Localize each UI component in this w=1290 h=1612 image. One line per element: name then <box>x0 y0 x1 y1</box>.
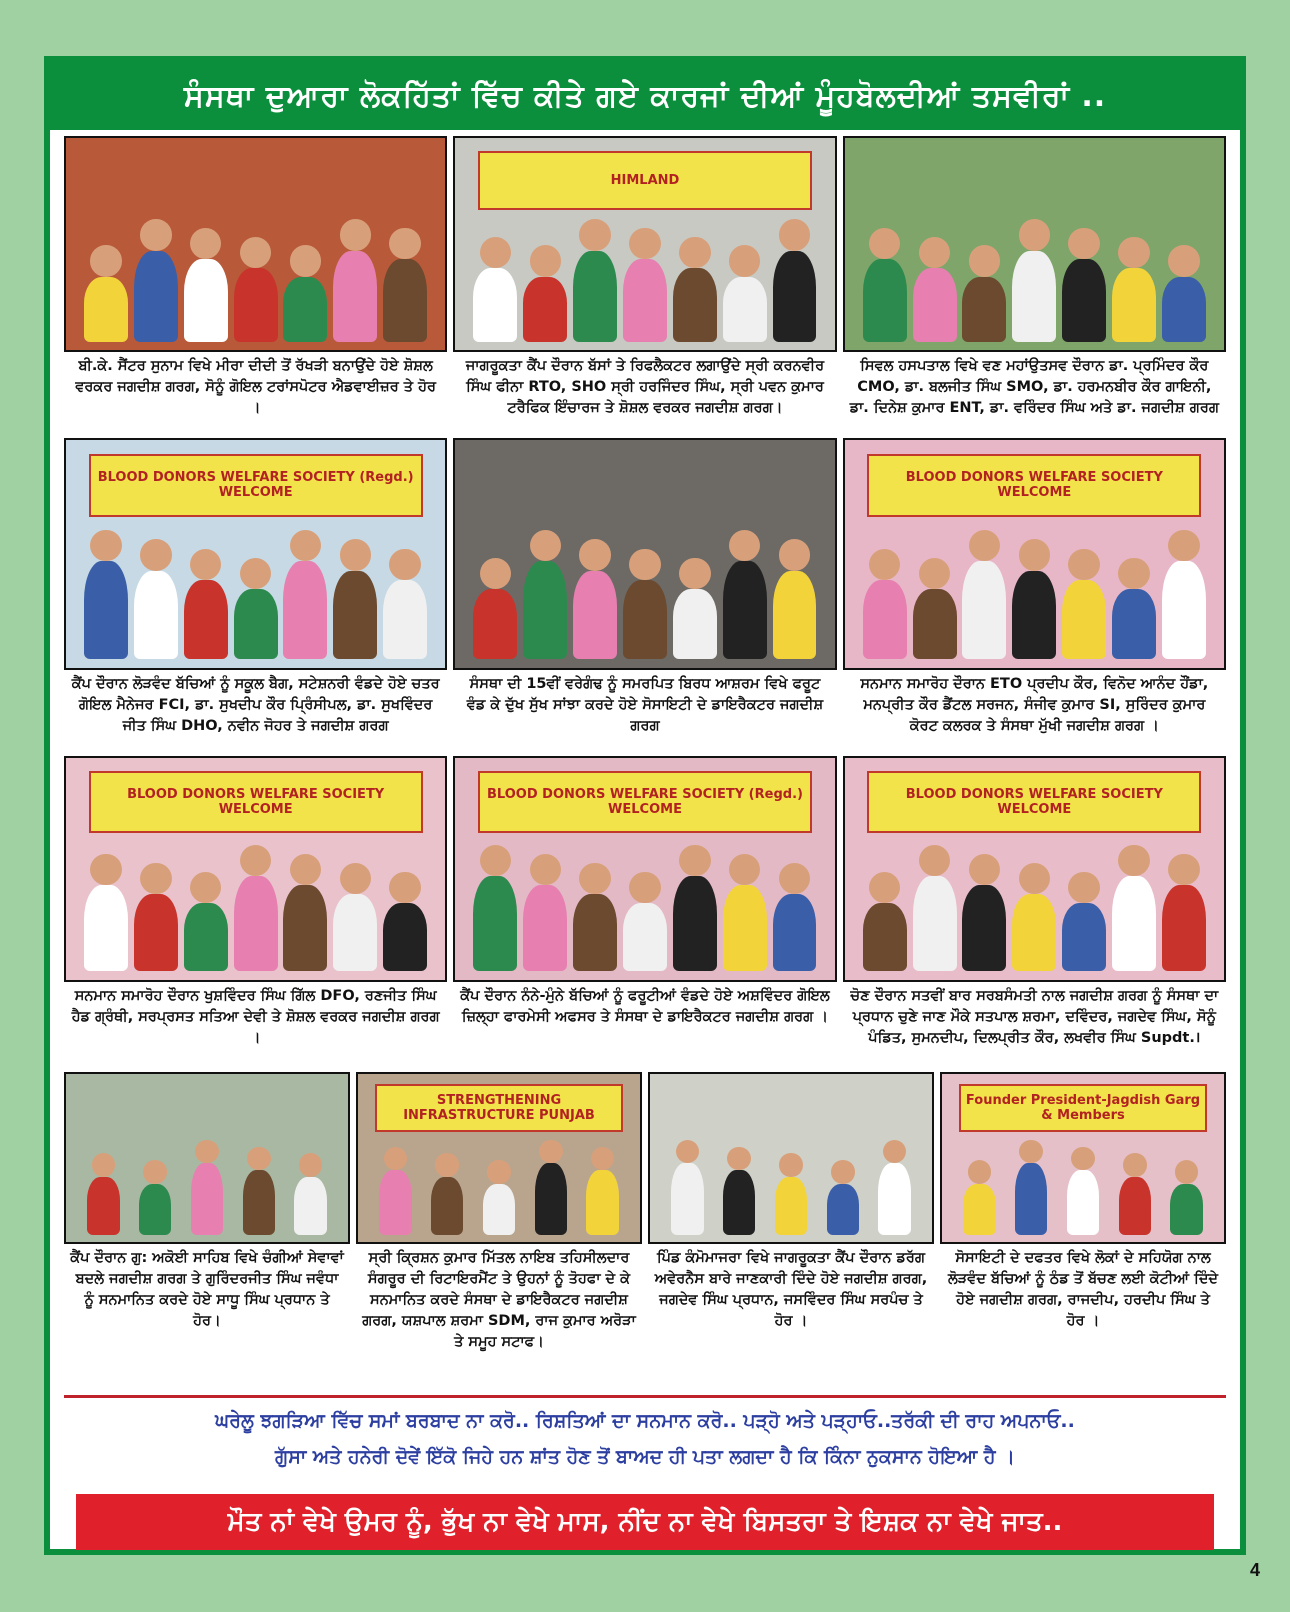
photo-caption: ਪਿੰਡ ਕੰਮੋਮਾਜਰਾ ਵਿਖੇ ਜਾਗਰੂਕਤਾ ਕੈਂਪ ਦੌਰਾਨ ਡਰੱਗ ਅਵੇਰਨੈਸ ਬਾਰੇ ਜਾਣਕਾਰੀ ਦਿੰਦੇ ਹੋਏ ਜਗਦੀਸ਼ ਗਰਗ, ਜਗਦੇਵ ਸਿੰਘ ਪ੍ਰਧਾਨ, ਜਸਵਿੰਦਰ ਸਿੰਘ ਸਰਪੰਚ ਤੇ ਹੋਰ । <box>654 1250 928 1329</box>
person-figure <box>1168 854 1199 971</box>
photo-card <box>64 136 447 426</box>
person-figure <box>729 854 760 971</box>
person-figure <box>195 1140 218 1236</box>
person-figure <box>969 530 1000 659</box>
event-photo <box>64 438 447 670</box>
photo-caption: ਸਨਮਾਨ ਸਮਾਰੋਹ ਦੌਰਾਨ ETO ਪ੍ਰਦੀਪ ਕੌਰ, ਵਿਨੋਦ ਆਨੰਦ ਹੌਂਡਾ, ਮਨਪ੍ਰੀਤ ਕੌਰ ਡੈਂਟਲ ਸਰਜਨ, ਸੰਜੀਵ ਕੁਮਾਰ SI, ਸੁਰਿੰਦਰ ਕੁਮਾਰ ਕੋਰਟ ਕਲਰਕ ਤੇ ਸੰਸਥਾ ਮੁੱਖੀ ਜਗਦੀਸ਼ ਗਰਗ । <box>860 676 1209 734</box>
person-figure <box>679 845 710 971</box>
photo-people <box>860 534 1209 659</box>
person-figure <box>831 1160 854 1235</box>
photo-people <box>81 225 430 342</box>
photo-people <box>860 225 1209 342</box>
person-figure <box>579 219 610 341</box>
person-figure <box>779 539 810 659</box>
person-figure <box>1118 558 1149 659</box>
person-figure <box>969 854 1000 971</box>
person-figure <box>487 1160 510 1235</box>
photo-card <box>453 756 836 1058</box>
person-figure <box>143 1160 166 1235</box>
photo-card <box>64 756 447 1058</box>
photo-people <box>471 225 820 342</box>
person-figure <box>679 558 710 659</box>
person-figure <box>729 245 760 341</box>
photo-banner-text: BLOOD DONORS WELFARE SOCIETY (Regd.) WELCOME <box>478 771 812 833</box>
photo-banner-text: Founder President-Jagdish Garg & Members <box>959 1084 1207 1132</box>
photo-caption: ਕੈਂਪ ਦੌਰਾਨ ਨੰਨੇ-ਮੁੰਨੇ ਬੱਚਿਆਂ ਨੂੰ ਫਰੂਟੀਆਂ ਵੰਡਦੇ ਹੋਏ ਅਸ਼ਵਿੰਦਰ ਗੋਇਲ ਜ਼ਿਲ੍ਹਾ ਫਾਰਮੇਸੀ ਅਫਸਰ ਤੇ ਸੰਸਥਾ ਦੇ ਡਾਇਰੈਕਟਰ ਜਗਦੀਸ਼ ਗਰਗ । <box>460 988 830 1025</box>
person-figure <box>1123 1153 1146 1235</box>
event-photo <box>453 136 836 352</box>
person-figure <box>919 237 950 342</box>
photo-row-4 <box>64 1072 1226 1350</box>
event-photo <box>843 438 1226 670</box>
person-figure <box>480 558 511 659</box>
photo-row-1 <box>64 136 1226 426</box>
person-figure <box>1019 1140 1042 1236</box>
person-figure <box>968 1160 991 1235</box>
person-figure <box>384 1147 407 1236</box>
person-figure <box>340 539 371 659</box>
person-figure <box>539 1140 562 1236</box>
event-photo <box>64 756 447 982</box>
page-title: ਸੰਸਥਾ ਦੁਆਰਾ ਲੋਕਹਿੱਤਾਂ ਵਿੱਚ ਕੀਤੇ ਗਏ ਕਾਰਜਾਂ ਦੀਆਂ ਮੂੰਹਬੋਲਦੀਆਂ ਤਸਵੀਰਾਂ .. <box>50 62 1240 130</box>
person-figure <box>190 228 221 341</box>
photo-caption: ਸਨਮਾਨ ਸਮਾਰੋਹ ਦੌਰਾਨ ਖੁਸ਼ਵਿੰਦਰ ਸਿੰਘ ਗਿੱਲ DFO, ਰਣਜੀਤ ਸਿੰਘ ਹੈਡ ਗ੍ਰੰਥੀ, ਸਰਪ੍ਰਸਤ ਸਤਿਆ ਦੇਵੀ ਤੇ ਸ਼ੋਸ਼ਲ ਵਰਕਰ ਜਗਦੀਸ਼ ਗਰਗ । <box>71 988 440 1046</box>
photo-caption: ਸੰਸਥਾ ਦੀ 15ਵੀਂ ਵਰੇਗੰਢ ਨੂੰ ਸਮਰਪਿਤ ਬਿਰਧ ਆਸ਼ਰਮ ਵਿਖੇ ਫਰੂਟ ਵੰਡ ਕੇ ਦੁੱਖ ਸੁੱਖ ਸਾਂਝਾ ਕਰਦੇ ਹੋਏ ਸੋਸਾਇਟੀ ਦੇ ਡਾਇਰੈਕਟਰ ਜਗਦੀਸ਼ ਗਰਗ <box>466 676 824 734</box>
person-figure <box>919 558 950 659</box>
person-figure <box>190 872 221 971</box>
photo-banner-text: BLOOD DONORS WELFARE SOCIETY (Regd.) WELCOME <box>89 454 423 517</box>
photo-people <box>471 849 820 971</box>
person-figure <box>480 845 511 971</box>
event-photo <box>648 1072 934 1244</box>
event-photo <box>64 136 447 352</box>
person-figure <box>919 845 950 971</box>
footer-banner: ਮੌਤ ਨਾਂ ਵੇਖੇ ਉਮਰ ਨੂੰ, ਭੁੱਖ ਨਾ ਵੇਖੇ ਮਾਸ, ਨੀਂਦ ਨਾ ਵੇਖੇ ਬਿਸਤਰਾ ਤੇ ਇਸ਼ਕ ਨਾ ਵੇਖੇ ਜਾਤ.. <box>76 1494 1214 1550</box>
photo-banner-text: BLOOD DONORS WELFARE SOCIETY WELCOME <box>867 454 1201 517</box>
person-figure <box>190 549 221 659</box>
person-figure <box>1118 237 1149 342</box>
person-figure <box>579 863 610 971</box>
person-figure <box>140 863 171 971</box>
person-figure <box>779 863 810 971</box>
person-figure <box>1068 872 1099 971</box>
photo-banner-text: BLOOD DONORS WELFARE SOCIETY WELCOME <box>89 771 423 833</box>
page-number: 4 <box>1249 1560 1260 1580</box>
event-photo <box>64 1072 350 1244</box>
photo-card <box>64 438 447 744</box>
photo-card <box>843 438 1226 744</box>
person-figure <box>290 245 321 341</box>
event-photo <box>843 756 1226 982</box>
event-photo <box>843 136 1226 352</box>
section-divider <box>64 1395 1226 1398</box>
photo-caption: ਬੀ.ਕੇ. ਸੈਂਟਰ ਸੁਨਾਮ ਵਿਖੇ ਮੀਰਾ ਦੀਦੀ ਤੋਂ ਰੱਖੜੀ ਬਨਾਉਂਦੇ ਹੋਏ ਸ਼ੋਸ਼ਲ ਵਰਕਰ ਜਗਦੀਸ਼ ਗਰਗ, ਸੋਨੂੰ ਗੋਇਲ ਟਰਾਂਸਪੋਟਰ ਐਡਵਾਈਜ਼ਰ ਤੇ ਹੋਰ । <box>75 358 436 416</box>
person-figure <box>729 530 760 659</box>
person-figure <box>90 530 121 659</box>
photo-card <box>648 1072 934 1344</box>
photo-card <box>843 136 1226 426</box>
person-figure <box>340 863 371 971</box>
person-figure <box>389 228 420 341</box>
person-figure <box>969 245 1000 341</box>
person-figure <box>247 1147 270 1236</box>
photo-people <box>369 1143 628 1235</box>
person-figure <box>240 237 271 342</box>
event-photo <box>453 756 836 982</box>
photo-card <box>843 756 1226 1058</box>
person-figure <box>1168 245 1199 341</box>
person-figure <box>290 530 321 659</box>
person-figure <box>1068 228 1099 341</box>
person-figure <box>92 1153 115 1235</box>
person-figure <box>779 219 810 341</box>
photo-people <box>860 849 1209 971</box>
photo-caption: ਕੈਂਪ ਦੌਰਾਨ ਗੁ: ਅਕੋਈ ਸਾਹਿਬ ਵਿਖੇ ਚੰਗੀਆਂ ਸੇਵਾਵਾਂ ਬਦਲੇ ਜਗਦੀਸ਼ ਗਰਗ ਤੇ ਗੁਰਿੰਦਰਜੀਤ ਸਿੰਘ ਜਵੰਧਾ ਨੂੰ ਸਨਮਾਨਿਤ ਕਰਦੇ ਹੋਏ ਸਾਧੂ ਸਿੰਘ ਪ੍ਰਧਾਨ ਤੇ ਹੋਰ। <box>70 1250 344 1329</box>
person-figure <box>676 1140 699 1236</box>
photo-card <box>356 1072 642 1350</box>
person-figure <box>290 854 321 971</box>
photo-caption: ਚੋਣ ਦੌਰਾਨ ਸਤਵੀਂ ਬਾਰ ਸਰਬਸੰਮਤੀ ਨਾਲ ਜਗਦੀਸ਼ ਗਰਗ ਨੂੰ ਸੰਸਥਾ ਦਾ ਪ੍ਰਧਾਨ ਚੁਣੇ ਜਾਣ ਮੌਕੇ ਸਤਪਾਲ ਸ਼ਰਮਾ, ਦਵਿੰਦਰ, ਜਗਦੇਵ ਸਿੰਘ, ਸੋਨੂੰ ਪੰਡਿਤ, ਸੁਮਨਦੀਪ, ਦਿਲਪ੍ਰੀਤ ਕੌਰ, ਲਖਵੀਰ ਸਿੰਘ Supdt.। <box>850 988 1219 1046</box>
photo-people <box>953 1143 1212 1235</box>
photo-card <box>453 136 836 426</box>
photo-people <box>81 534 430 659</box>
photo-card <box>453 438 836 744</box>
person-figure <box>480 237 511 342</box>
photo-people <box>661 1143 920 1235</box>
person-figure <box>629 549 660 659</box>
person-figure <box>530 530 561 659</box>
person-figure <box>530 245 561 341</box>
person-figure <box>1118 845 1149 971</box>
person-figure <box>869 872 900 971</box>
person-figure <box>629 228 660 341</box>
page-frame <box>44 56 1246 1555</box>
person-figure <box>1168 530 1199 659</box>
person-figure <box>90 245 121 341</box>
photo-card <box>64 1072 350 1344</box>
person-figure <box>883 1140 906 1236</box>
person-figure <box>240 845 271 971</box>
event-photo <box>940 1072 1226 1244</box>
person-figure <box>1071 1147 1094 1236</box>
person-figure <box>389 549 420 659</box>
person-figure <box>579 539 610 659</box>
person-figure <box>869 549 900 659</box>
event-photo <box>453 438 836 670</box>
person-figure <box>1068 549 1099 659</box>
event-photo <box>356 1072 642 1244</box>
person-figure <box>140 539 171 659</box>
photo-row-2 <box>64 438 1226 744</box>
photo-banner-text: BLOOD DONORS WELFARE SOCIETY WELCOME <box>867 771 1201 833</box>
photo-people <box>77 1143 336 1235</box>
person-figure <box>340 219 371 341</box>
person-figure <box>869 228 900 341</box>
person-figure <box>435 1153 458 1235</box>
photo-caption: ਕੈਂਪ ਦੌਰਾਨ ਲੋੜਵੰਦ ਬੱਚਿਆਂ ਨੂੰ ਸਕੂਲ ਬੈਗ, ਸਟੇਸ਼ਨਰੀ ਵੰਡਦੇ ਹੋਏ ਚਤਰ ਗੋਇਲ ਮੈਨੇਜਰ FCI, ਡਾ. ਸੁਖਦੀਪ ਕੌਰ ਪ੍ਰਿੰਸੀਪਲ, ਡਾ. ਸੁਖਵਿੰਦਰ ਜੀਤ ਸਿੰਘ DHO, ਨਵੀਨ ਜੋਹਰ ਤੇ ਜਗਦੀਸ਼ ਗਰਗ <box>71 676 440 734</box>
photo-caption: ਸਿਵਲ ਹਸਪਤਾਲ ਵਿਖੇ ਵਣ ਮਹਾਂਉਤਸਵ ਦੌਰਾਨ ਡਾ. ਪ੍ਰਮਿੰਦਰ ਕੌਰ CMO, ਡਾ. ਬਲਜੀਤ ਸਿੰਘ SMO, ਡਾ. ਹਰਮਨਬੀਰ ਕੌਰ ਗਾਇਨੀ, ਡਾ. ਦਿਨੇਸ਼ ਕੁਮਾਰ ENT, ਡਾ. ਵਰਿੰਦਰ ਸਿੰਘ ਅਤੇ ਡਾ. ਜਗਦੀਸ਼ ਗਰਗ <box>849 358 1219 416</box>
person-figure <box>1175 1160 1198 1235</box>
photo-caption: ਜਾਗਰੂਕਤਾ ਕੈਂਪ ਦੌਰਾਨ ਬੱਸਾਂ ਤੇ ਰਿਫਲੈਕਟਰ ਲਗਾਉਂਦੇ ਸ੍ਰੀ ਕਰਨਵੀਰ ਸਿੰਘ ਫੀਨਾ RTO, SHO ਸ੍ਰੀ ਹਰਜਿੰਦਰ ਸਿੰਘ, ਸ੍ਰੀ ਪਵਨ ਕੁਮਾਰ ਟਰੈਫਿਕ ਇੰਚਾਰਜ ਤੇ ਸ਼ੋਸ਼ਲ ਵਰਕਰ ਜਗਦੀਸ਼ ਗਰਗ। <box>465 358 825 416</box>
person-figure <box>530 854 561 971</box>
photo-people <box>471 534 820 659</box>
photo-banner-text: STRENGTHENING INFRASTRUCTURE PUNJAB <box>375 1084 623 1132</box>
person-figure <box>240 558 271 659</box>
photo-caption: ਸੋਸਾਇਟੀ ਦੇ ਦਫਤਰ ਵਿਖੇ ਲੋਕਾਂ ਦੇ ਸਹਿਯੋਗ ਨਾਲ ਲੋੜਵੰਦ ਬੱਚਿਆਂ ਨੂੰ ਠੰਡ ਤੋਂ ਬੱਚਣ ਲਈ ਕੋਟੀਆਂ ਦਿੰਦੇ ਹੋਏ ਜਗਦੀਸ਼ ਗਰਗ, ਰਾਜਦੀਪ, ਹਰਦੀਪ ਸਿੰਘ ਤੇ ਹੋਰ । <box>947 1250 1219 1329</box>
person-figure <box>591 1147 614 1236</box>
person-figure <box>140 219 171 341</box>
photo-banner-text: HIMLAND <box>478 151 812 210</box>
person-figure <box>727 1147 750 1236</box>
slogan-line-1: ਘਰੇਲੂ ਝਗੜਿਆ ਵਿੱਚ ਸਮਾਂ ਬਰਬਾਦ ਨਾ ਕਰੋ.. ਰਿਸ਼ਤਿਆਂ ਦਾ ਸਨਮਾਨ ਕਰੋ.. ਪੜ੍ਹੋ ਅਤੇ ਪੜ੍ਹਾਓ..ਤਰੱਕੀ ਦੀ ਰਾਹ ਅਪਨਾਓ.. <box>215 1410 1075 1432</box>
photo-people <box>81 849 430 971</box>
person-figure <box>629 872 660 971</box>
photo-caption: ਸ੍ਰੀ ਕ੍ਰਿਸ਼ਨ ਕੁਮਾਰ ਮਿੱਤਲ ਨਾਇਬ ਤਹਿਸੀਲਦਾਰ ਸੰਗਰੂਰ ਦੀ ਰਿਟਾਇਰਮੈਂਟ ਤੇ ਉਹਨਾਂ ਨੂੰ ਤੋਹਫਾ ਦੇ ਕੇ ਸਨਮਾਨਿਤ ਕਰਦੇ ਸੰਸਥਾ ਦੇ ਡਾਇਰੈਕਟਰ ਜਗਦੀਸ਼ ਗਰਗ, ਯਸ਼ਪਾਲ ਸ਼ਰਮਾ SDM, ਰਾਜ ਕੁਮਾਰ ਅਰੋੜਾ ਤੇ ਸਮੂਹ ਸਟਾਫ। <box>362 1250 636 1350</box>
person-figure <box>1019 219 1050 341</box>
person-figure <box>679 237 710 342</box>
person-figure <box>779 1153 802 1235</box>
photo-card <box>940 1072 1226 1344</box>
person-figure <box>389 872 420 971</box>
person-figure <box>299 1153 322 1235</box>
slogan-line-2: ਗੁੱਸਾ ਅਤੇ ਹਨੇਰੀ ਦੋਵੇਂ ਇੱਕੋ ਜਿਹੇ ਹਨ ਸ਼ਾਂਤ ਹੋਣ ਤੋਂ ਬਾਅਦ ਹੀ ਪਤਾ ਲਗਦਾ ਹੈ ਕਿ ਕਿੰਨਾ ਨੁਕਸਾਨ ਹੋਇਆ ਹੈ । <box>275 1446 1015 1468</box>
person-figure <box>1019 539 1050 659</box>
person-figure <box>90 854 121 971</box>
person-figure <box>1019 863 1050 971</box>
photo-row-3 <box>64 756 1226 1058</box>
